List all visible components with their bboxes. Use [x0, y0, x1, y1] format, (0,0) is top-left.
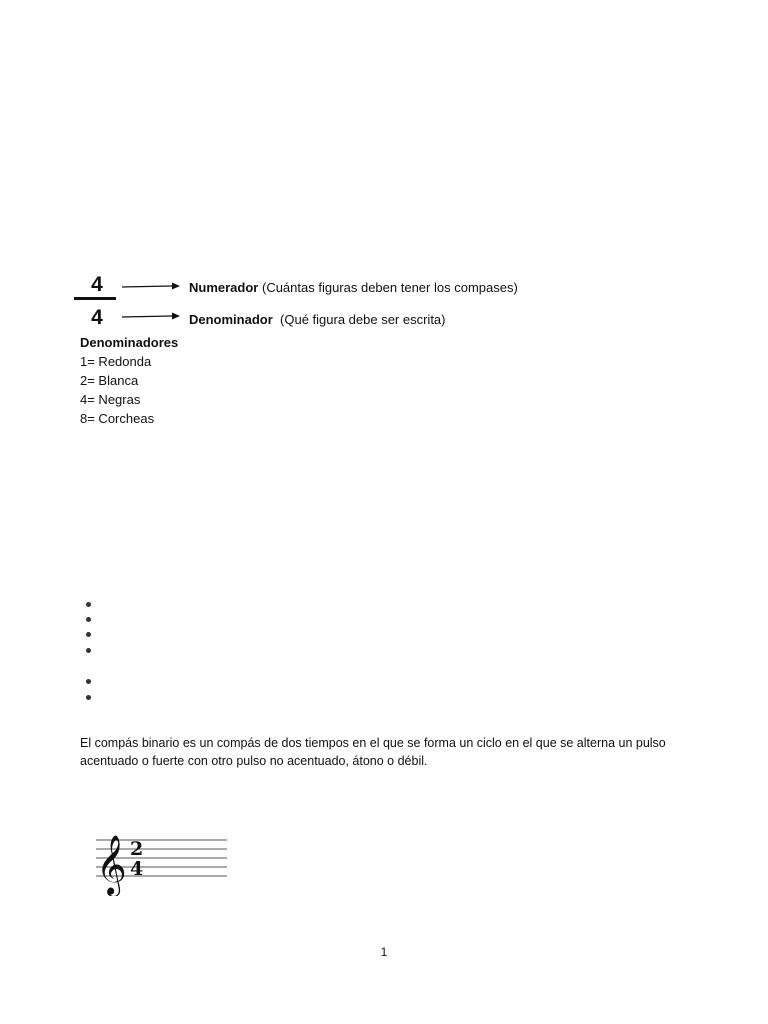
page-number: 1 [380, 945, 388, 959]
numerator-term: Numerador [189, 280, 259, 295]
list-item: 1= Redonda [80, 354, 152, 369]
bullet-icon [86, 679, 91, 684]
music-staff [92, 826, 232, 896]
denominators-heading: Denominadores [80, 335, 179, 350]
fraction-denominator: 4 [91, 306, 103, 329]
bullet-icon [86, 632, 91, 637]
bullet-icon [86, 695, 91, 700]
fraction-bar [74, 297, 116, 300]
staff-time-top: 2 [130, 838, 144, 860]
bullet-icon [86, 617, 91, 622]
denominator-description: (Qué figura debe ser escrita) [280, 312, 446, 327]
arrow-right-icon [120, 309, 182, 323]
numerator-label [189, 280, 518, 296]
binary-meter-paragraph: El compás binario es un compás de dos tiempos en el que se forma un ciclo en el que se alterna un pulso acentuado o fuerte con otro pulso no acentuado, átono o débil. [80, 736, 666, 768]
denominators-list [80, 333, 178, 428]
list-item: 8= Corcheas [80, 411, 155, 426]
denominator-term: Denominador [189, 312, 273, 327]
fraction-numerator: 4 [91, 273, 103, 296]
bullet-icon [86, 648, 91, 653]
numerator-description: (Cuántas figuras deben tener los compases) [261, 280, 518, 295]
bullet-icon [86, 602, 91, 607]
arrow-right-icon [120, 280, 182, 294]
list-item: 2= Blanca [80, 373, 139, 388]
denominator-label [189, 312, 446, 328]
treble-clef-icon: 𝄞 [96, 835, 127, 895]
list-item: 4= Negras [80, 392, 141, 407]
staff-time-bottom: 4 [130, 858, 144, 880]
